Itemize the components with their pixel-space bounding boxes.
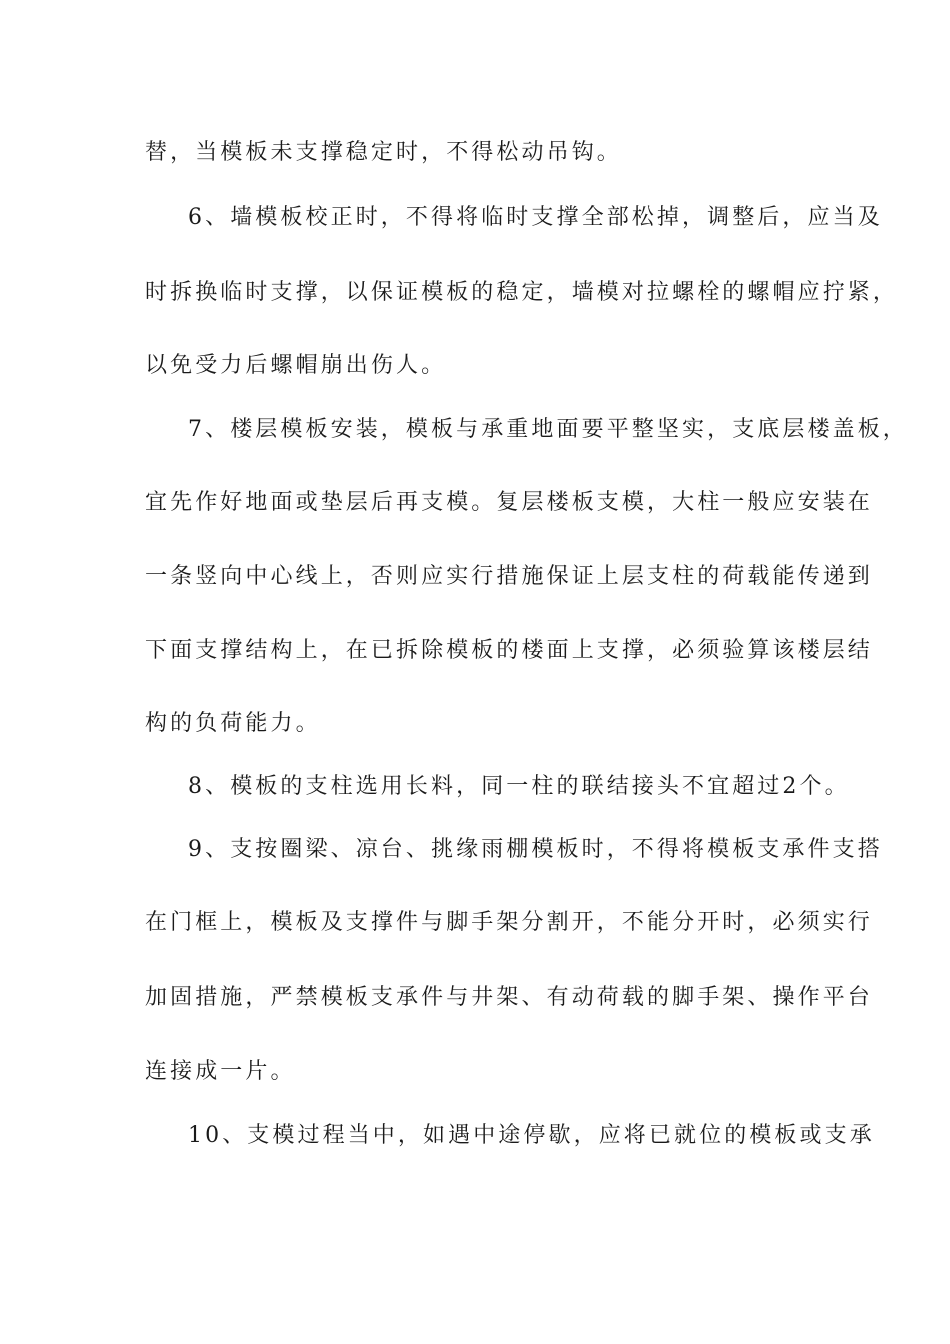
line-text: 替，当模板未支撑稳定时，不得松动吊钩。 xyxy=(145,140,622,165)
text-line xyxy=(0,483,950,523)
text-line xyxy=(0,557,950,597)
text-line xyxy=(0,903,950,943)
text-line xyxy=(0,346,950,386)
line-text: 在门框上，模板及支撑件与脚手架分割开，不能分开时，必须实行 xyxy=(145,910,873,935)
text-line xyxy=(0,978,950,1018)
line-text: 一条竖向中心线上，否则应实行措施保证上层支柱的荷载能传递到 xyxy=(145,564,873,589)
line-text: 下面支撑结构上，在已拆除模板的楼面上支撑，必须验算该楼层结 xyxy=(145,638,873,663)
paragraph-8 xyxy=(0,767,950,807)
line-text: 连接成一片。 xyxy=(145,1059,296,1084)
line-text: 6、墙模板校正时，不得将临时支撑全部松掉，调整后，应当及 xyxy=(188,205,883,230)
text-line xyxy=(0,704,950,744)
paragraph-6-start xyxy=(0,198,950,238)
line-text: 9、支按圈梁、凉台、挑缘雨棚模板时，不得将模板支承件支搭 xyxy=(188,837,883,862)
line-text: 7、楼层模板安装，模板与承重地面要平整坚实，支底层楼盖板， xyxy=(188,417,908,442)
paragraph-10-start xyxy=(0,1116,950,1156)
paragraph-7-start xyxy=(0,410,950,450)
text-line xyxy=(0,133,950,173)
line-text: 构的负荷能力。 xyxy=(145,711,321,736)
text-line xyxy=(0,631,950,671)
line-text: 10、支模过程当中，如遇中途停歇，应将已就位的模板或支承 xyxy=(188,1123,875,1148)
line-text: 8、模板的支柱选用长料，同一柱的联结接头不宜超过2个。 xyxy=(188,774,850,799)
paragraph-9-start xyxy=(0,830,950,870)
line-text: 宜先作好地面或垫层后再支模。复层楼板支模，大柱一般应安装在 xyxy=(145,490,873,515)
text-line xyxy=(0,273,950,313)
text-line xyxy=(0,1052,950,1092)
line-text: 时拆换临时支撑，以保证模板的稳定，墙模对拉螺栓的螺帽应拧紧， xyxy=(145,280,899,305)
line-text: 加固措施，严禁模板支承件与井架、有动荷载的脚手架、操作平台 xyxy=(145,985,873,1010)
line-text: 以免受力后螺帽崩出伤人。 xyxy=(145,353,447,378)
